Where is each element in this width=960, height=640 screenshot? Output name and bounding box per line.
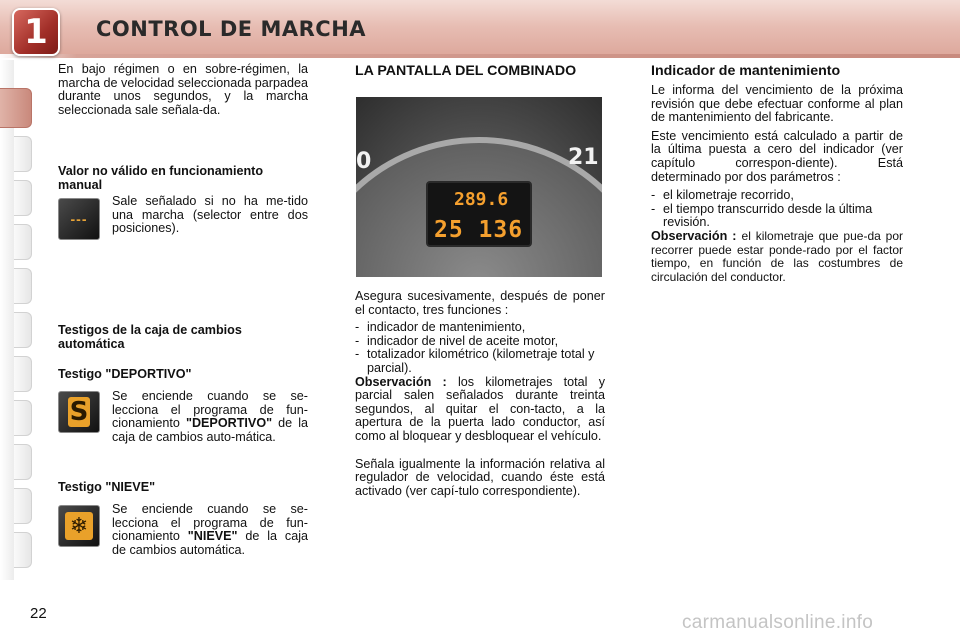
sport-heading: Testigo "DEPORTIVO" bbox=[58, 367, 192, 381]
sport-text-after: de la caja de cambios auto-mática. bbox=[112, 416, 308, 444]
chapter-tab[interactable] bbox=[14, 488, 32, 524]
combined-description bbox=[355, 290, 605, 498]
chapter-tab-active[interactable] bbox=[0, 88, 32, 128]
snow-paragraph bbox=[112, 503, 308, 557]
invalid-heading: Valor no válido en funcionamiento manual bbox=[58, 164, 264, 192]
list-item: - el kilometraje recorrido, bbox=[651, 188, 794, 203]
sport-paragraph bbox=[112, 390, 308, 444]
chapter-tab[interactable] bbox=[14, 356, 32, 392]
snow-text-after: de la caja de cambios automática. bbox=[112, 529, 309, 557]
snow-mode-name: "NIEVE" bbox=[187, 529, 238, 544]
invalid-icon-dashes: --- bbox=[70, 211, 88, 227]
tab-spine bbox=[0, 60, 14, 580]
page-title: CONTROL DE MARCHA bbox=[96, 17, 367, 41]
cluster-lcd-screen bbox=[426, 181, 532, 247]
note-label: Observación : bbox=[355, 374, 447, 389]
chapter-tabs bbox=[0, 60, 36, 580]
maintenance-p2: Este vencimiento está calculado a partir de la última puesta a cero del indicador (ver capítulo correspon-diente). Está determinado por dos parámetros : bbox=[651, 128, 903, 184]
sport-description bbox=[112, 390, 308, 444]
chapter-badge bbox=[12, 8, 60, 56]
chapter-tab[interactable] bbox=[14, 180, 32, 216]
invalid-paragraph: Sale señalado si no ha me-tido una marcha (selector entre dos posiciones). bbox=[112, 194, 308, 236]
chapter-tab[interactable] bbox=[14, 312, 32, 348]
chapter-tab[interactable] bbox=[14, 532, 32, 568]
list-item: - indicador de nivel de aceite motor, bbox=[355, 333, 559, 348]
watermark: carmanualsonline.info bbox=[682, 612, 874, 633]
chapter-tab[interactable] bbox=[14, 400, 32, 436]
note-text: el kilometraje que pue-da por recorrer puede estar ponde-rado por el factor tiempo, en función de las costumbres de circulación del conductor. bbox=[651, 228, 903, 284]
maintenance-p1: Le informa del vencimiento de la próxima revisión que debe efectuar conforme al plan de mantenimiento del fabricante. bbox=[651, 83, 903, 125]
list-item: - indicador de mantenimiento, bbox=[355, 320, 526, 335]
invalid-gear-indicator-icon bbox=[58, 198, 100, 240]
maintenance-description bbox=[651, 84, 903, 284]
chapter-number: 1 bbox=[24, 12, 48, 52]
left-intro bbox=[58, 63, 308, 117]
sport-mode-icon bbox=[58, 391, 100, 433]
chapter-tab[interactable] bbox=[14, 136, 32, 172]
note-label: Observación : bbox=[651, 228, 737, 243]
snow-text-before: Se enciende cuando se se-lecciona el programa de fun-cionamiento bbox=[112, 502, 308, 544]
snowflake-icon bbox=[58, 505, 100, 547]
cluster-scale-right: 21 bbox=[568, 145, 599, 170]
combined-function-list bbox=[355, 321, 605, 375]
cluster-scale-left: 0 bbox=[356, 149, 372, 174]
snow-heading: Testigo "NIEVE" bbox=[58, 480, 156, 494]
instrument-cluster-photo bbox=[356, 97, 602, 277]
note-text: los kilometrajes total y parcial salen señalados durante treinta segundos, al quitar el con-tacto, a la apertura de la puerta lado conductor, así como al bloquear y desbloquear el vehículo. bbox=[355, 374, 606, 443]
sport-text-before: Se enciende cuando se se-lecciona el programa de fun-cionamiento bbox=[112, 389, 308, 431]
maintenance-parameters-list bbox=[651, 189, 903, 230]
intro-paragraph: En bajo régimen o en sobre-régimen, la marcha de velocidad seleccionada parpadea durante unos segundos, y la marcha seleccionada sale señala-da. bbox=[58, 62, 308, 117]
chapter-tab[interactable] bbox=[14, 268, 32, 304]
lcd-trip-value: 289.6 bbox=[454, 189, 509, 210]
sport-icon-letter: S bbox=[69, 397, 89, 427]
combined-display-heading: LA PANTALLA DEL COMBINADO bbox=[355, 63, 577, 79]
regulator-paragraph: Señala igualmente la información relativa al regulador de velocidad, cuando éste está activado (ver capí-tulo correspondiente). bbox=[355, 456, 605, 498]
list-item: - totalizador kilométrico (kilometraje total y parcial). bbox=[355, 347, 595, 375]
maintenance-note bbox=[651, 230, 903, 284]
maintenance-heading: Indicador de mantenimiento bbox=[651, 63, 841, 79]
snow-description bbox=[112, 503, 308, 557]
snow-icon-glyph: ❄ bbox=[65, 512, 93, 540]
combined-note bbox=[355, 376, 605, 444]
chapter-tab[interactable] bbox=[14, 224, 32, 260]
lcd-odometer-value: 25 136 bbox=[434, 217, 524, 243]
list-item: - el tiempo transcurrido desde la última revisión. bbox=[651, 201, 873, 230]
header-divider bbox=[0, 54, 960, 58]
auto-heading: Testigos de la caja de cambios automática bbox=[58, 323, 242, 351]
invalid-description bbox=[112, 195, 308, 236]
chapter-tab[interactable] bbox=[14, 444, 32, 480]
sport-mode-name: "DEPORTIVO" bbox=[185, 416, 273, 431]
combined-intro: Asegura sucesivamente, después de poner el contacto, tres funciones : bbox=[355, 289, 605, 317]
page-number: 22 bbox=[30, 605, 47, 622]
